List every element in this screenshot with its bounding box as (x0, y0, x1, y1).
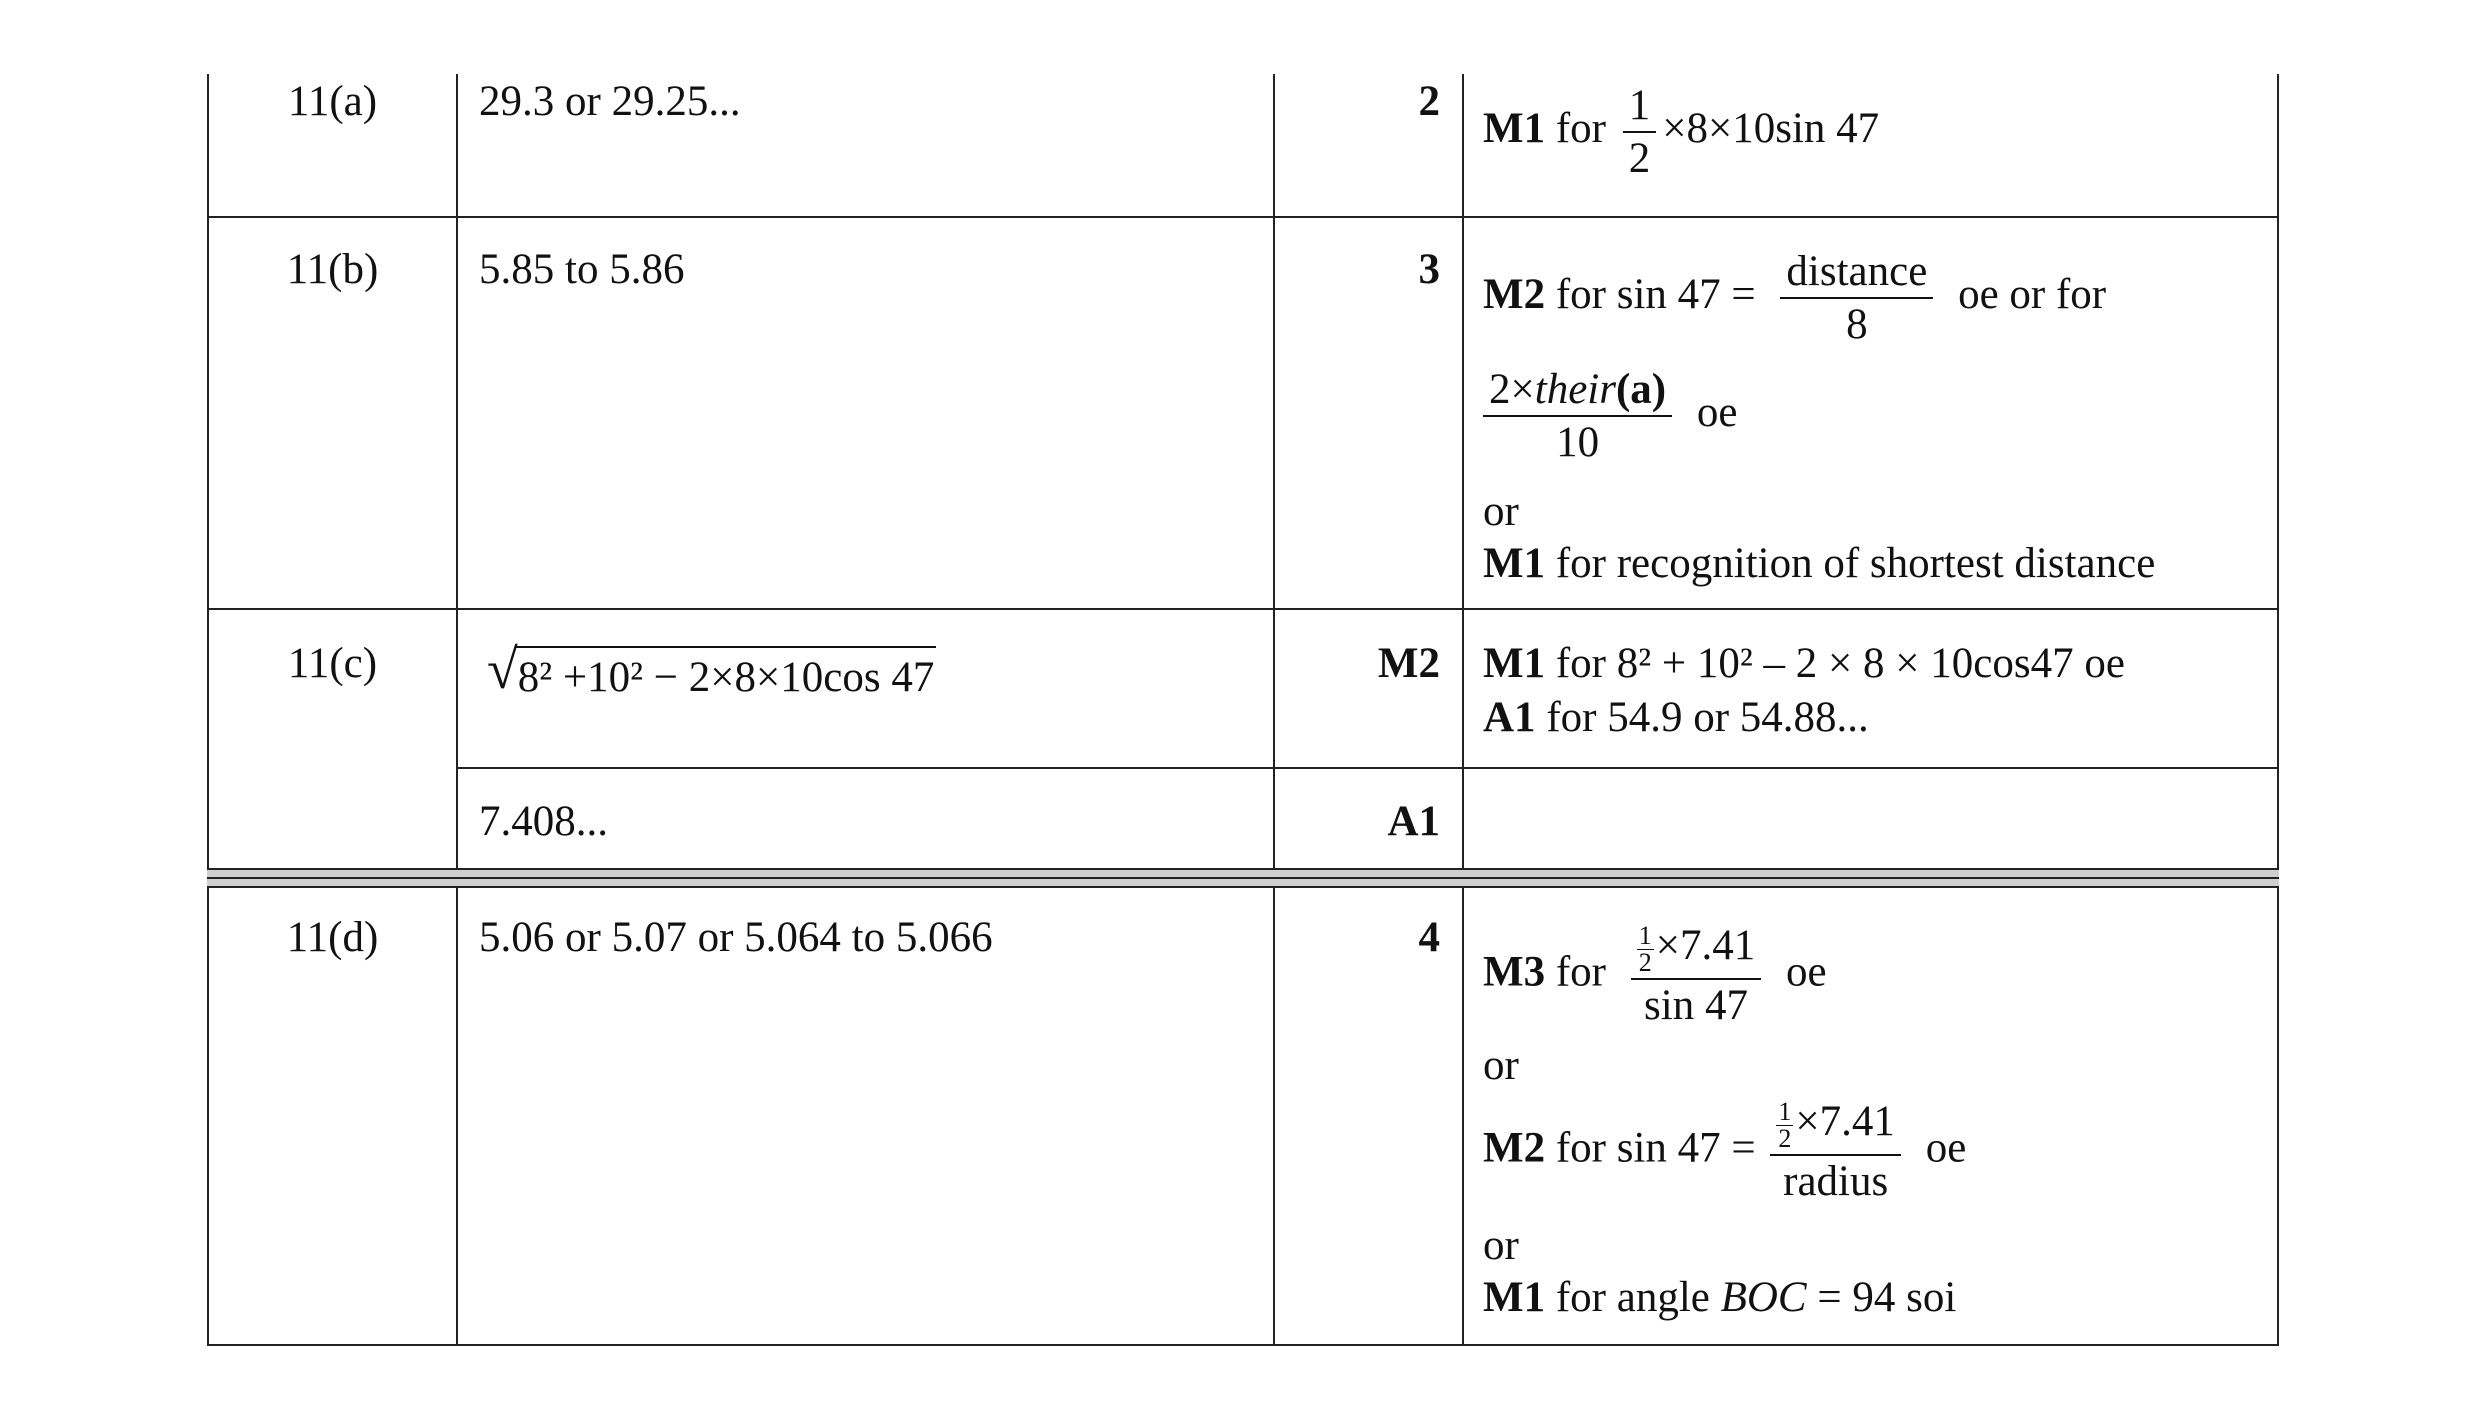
guidance-text: = 94 soi (1817, 1274, 1957, 1321)
answer-text: 5.06 or 5.07 or 5.064 to 5.066 (479, 914, 993, 961)
guidance-block (1483, 248, 2106, 349)
square-root (487, 639, 936, 704)
fraction-numerator: $\frac{1}{2}$ ×7.41 (1770, 1098, 1901, 1156)
guidance-text: for 8² + 10² – 2 × 8 × 10cos47 oe (1555, 640, 2125, 687)
marks-value: A1 (1387, 798, 1440, 845)
guidance-text: ×8×10sin 47 (1662, 105, 1880, 153)
guidance-block (1483, 1272, 1956, 1324)
guidance-block (1483, 82, 1879, 183)
guidance-or: or (1483, 1222, 1519, 1269)
angle-name: BOC (1720, 1274, 1807, 1321)
fraction-numerator: 1 (1623, 82, 1657, 133)
radical-sign: √ (487, 639, 518, 701)
answer-text: 7.408... (479, 798, 608, 845)
column-divider-1 (456, 74, 458, 1346)
guidance-text: for sin 47 = (1555, 1124, 1756, 1172)
guidance-or: or (1483, 1042, 1519, 1089)
guidance-text: oe (1925, 1124, 1967, 1172)
mark-code: M1 (1483, 540, 1546, 587)
guidance-text: for (1555, 105, 1606, 153)
fraction (1631, 922, 1762, 1029)
answer-expression (487, 639, 936, 705)
guidance-text: for sin 47 = (1555, 271, 1756, 319)
fraction-denominator: 8 (1846, 301, 1868, 349)
guidance-block (1483, 638, 2125, 690)
mark-code: M2 (1483, 271, 1546, 319)
row-divider-c-bottom (207, 886, 2279, 888)
radicand: 8² +10² − 2×8×10cos 47 (516, 646, 937, 704)
fraction-denominator: radius (1783, 1157, 1889, 1205)
question-label: 11(a) (287, 78, 378, 125)
table-border-right (2277, 74, 2279, 1346)
guidance-text: oe or for (1958, 271, 2107, 319)
fraction (1623, 82, 1657, 183)
mark-code: M2 (1483, 1124, 1546, 1172)
guidance-text: for 54.9 or 54.88... (1546, 694, 1869, 741)
fraction (1770, 1098, 1901, 1205)
mark-code: M1 (1483, 1274, 1546, 1321)
row-divider-a (207, 216, 2279, 218)
guidance-block (1483, 366, 1737, 467)
fraction-denominator: sin 47 (1644, 981, 1748, 1029)
guidance-text: for (1555, 948, 1606, 996)
row-divider-c-inner (456, 767, 2279, 769)
guidance-block (1483, 538, 2155, 590)
marks-value: M2 (1377, 640, 1440, 687)
marks-value: 4 (1418, 914, 1440, 961)
fraction (1780, 248, 1933, 349)
fraction-denominator: 10 (1556, 419, 1600, 467)
mark-code: M1 (1483, 640, 1546, 687)
row-divider-c-top (207, 868, 2279, 870)
marks-value: 3 (1418, 246, 1440, 293)
table-border-bottom (207, 1344, 2279, 1346)
marks-value: 2 (1418, 78, 1440, 125)
guidance-block (1483, 692, 1869, 744)
guidance-text: for angle (1555, 1274, 1710, 1321)
mark-code: A1 (1483, 694, 1536, 741)
guidance-text: oe (1696, 389, 1738, 437)
mark-code: M1 (1483, 105, 1546, 153)
guidance-text: for recognition of shortest distance (1555, 540, 2156, 587)
mark-code: M3 (1483, 948, 1546, 996)
guidance-or: or (1483, 488, 1519, 535)
guidance-block (1483, 1098, 1966, 1205)
question-label: 11(b) (286, 246, 379, 293)
guidance-block (1483, 922, 1827, 1029)
column-divider-3 (1462, 74, 1464, 1346)
half-fraction: $\frac{1}{2}$ (1778, 1096, 1792, 1153)
answer-text: 29.3 or 29.25... (479, 78, 741, 125)
answer-text: 5.85 to 5.86 (479, 246, 685, 293)
fraction-numerator: distance (1780, 248, 1933, 299)
question-label: 11(c) (287, 640, 378, 687)
fraction-denominator: 2 (1628, 135, 1651, 183)
fraction-numerator: $\frac{1}{2}$ ×7.41 (1631, 922, 1762, 980)
half-fraction: $\frac{1}{2}$ (1638, 920, 1652, 977)
guidance-text: oe (1786, 948, 1827, 996)
row-divider-b (207, 608, 2279, 610)
fraction (1483, 366, 1672, 467)
question-label: 11(d) (286, 914, 379, 961)
fraction-numerator: 2×their(a) (1483, 366, 1672, 417)
row-divider-c-mid (207, 877, 2279, 879)
